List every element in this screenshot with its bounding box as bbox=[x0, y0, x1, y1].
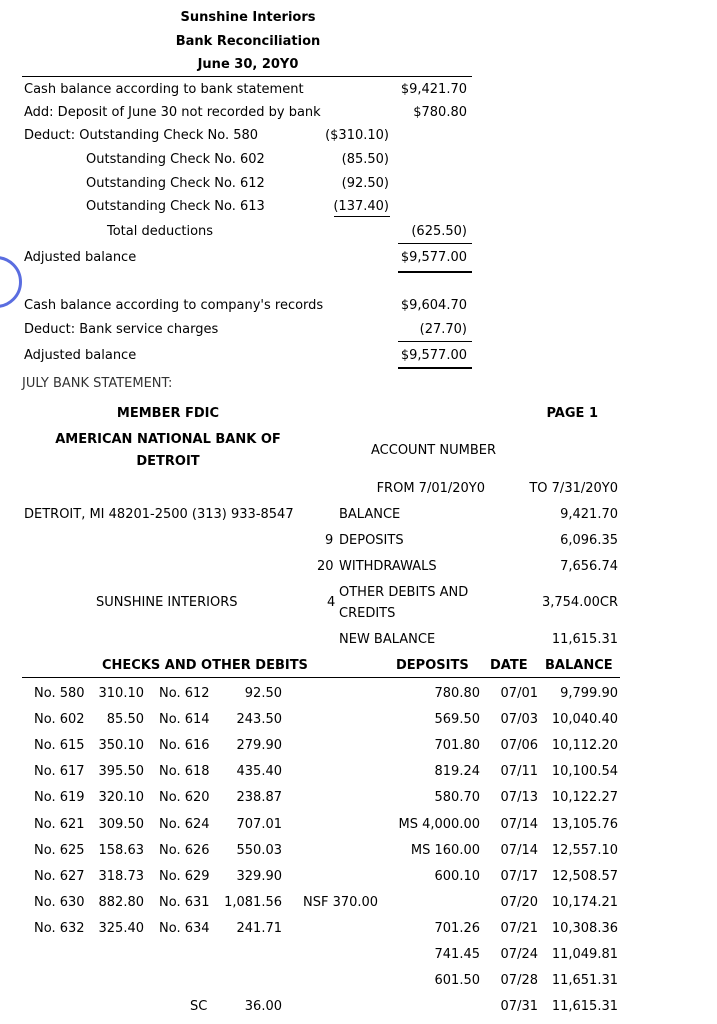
cell-bal: 13,105.76 bbox=[551, 816, 618, 832]
bank-name-line2: DETROIT bbox=[136, 454, 200, 469]
cell-a1: 158.63 bbox=[98, 842, 144, 858]
cell-n2: No. 634 bbox=[159, 920, 210, 936]
cell-n1: No. 580 bbox=[34, 686, 85, 701]
cell-n1: No. 602 bbox=[34, 712, 85, 728]
cell-a1: 320.10 bbox=[98, 790, 144, 806]
cell-bal: 11,651.31 bbox=[551, 973, 618, 989]
cursor-circle-icon bbox=[0, 256, 22, 308]
bank-name-line1: AMERICAN NATIONAL BANK OF bbox=[55, 432, 281, 447]
bank-adjusted-label: Adjusted balance bbox=[24, 250, 137, 265]
cell-n2: No. 624 bbox=[159, 816, 210, 832]
cell-n2: No. 620 bbox=[159, 790, 210, 806]
cell-dep: 819.24 bbox=[434, 764, 480, 780]
check-amount: ($310.10) bbox=[325, 128, 389, 143]
book-adjusted-value: $9,577.00 bbox=[400, 348, 467, 363]
cell-dep: MS 160.00 bbox=[410, 842, 480, 858]
cell-n2: No. 616 bbox=[159, 738, 210, 754]
deposits-label: DEPOSITS bbox=[339, 533, 404, 548]
cell-date: 07/20 bbox=[500, 894, 538, 910]
check-amount: (92.50) bbox=[341, 176, 389, 191]
cell-dep: 741.45 bbox=[434, 947, 480, 962]
customer-name: SUNSHINE INTERIORS bbox=[96, 595, 238, 610]
cell-n2: No. 631 bbox=[159, 894, 210, 910]
cell-bal: 12,508.57 bbox=[551, 868, 618, 884]
cell-bal: 10,174.21 bbox=[551, 894, 618, 910]
col-date-header: DATE bbox=[490, 658, 528, 673]
to-date: TO 7/31/20Y0 bbox=[529, 481, 618, 496]
cell-bal: 10,040.40 bbox=[551, 712, 618, 728]
cell-dep: 780.80 bbox=[434, 686, 480, 701]
account-number-label: ACCOUNT NUMBER bbox=[371, 443, 496, 458]
cell-bal: 11,049.81 bbox=[551, 947, 618, 962]
cell-n2: SC bbox=[190, 999, 208, 1015]
summary-balance-label: BALANCE bbox=[339, 507, 401, 522]
col-deposits-header: DEPOSITS bbox=[396, 658, 469, 673]
book-balance-label: Cash balance according to company's records bbox=[24, 298, 324, 313]
cell-n1: No. 627 bbox=[34, 868, 85, 884]
cell-a2: 92.50 bbox=[244, 686, 282, 701]
cell-date: 07/28 bbox=[500, 973, 538, 989]
cell-a1: 325.40 bbox=[98, 920, 144, 936]
check-label: Outstanding Check No. 612 bbox=[86, 176, 265, 191]
book-balance-value: $9,604.70 bbox=[400, 298, 467, 313]
bank-address: DETROIT, MI 48201-2500 (313) 933-8547 bbox=[24, 507, 294, 522]
other-label-line1: OTHER DEBITS AND bbox=[339, 585, 469, 600]
cell-a1: 395.50 bbox=[98, 764, 144, 780]
cell-a2: 707.01 bbox=[236, 816, 282, 832]
cell-date: 07/14 bbox=[500, 816, 538, 832]
cell-a1: 310.10 bbox=[98, 686, 144, 701]
other-label-line2: CREDITS bbox=[339, 606, 396, 621]
cell-date: 07/11 bbox=[500, 764, 538, 780]
cell-n2: No. 626 bbox=[159, 842, 210, 858]
deposits-total: 6,096.35 bbox=[560, 533, 618, 548]
cell-date: 07/03 bbox=[500, 712, 538, 728]
page-number: PAGE 1 bbox=[546, 406, 598, 421]
bank-balance-label: Cash balance according to bank statement bbox=[24, 82, 304, 97]
cell-date: 07/24 bbox=[500, 947, 538, 962]
cell-bal: 9,799.90 bbox=[560, 686, 618, 701]
check-label: Outstanding Check No. 613 bbox=[86, 199, 265, 214]
cell-dep: 701.80 bbox=[434, 738, 480, 754]
cell-bal: 10,122.27 bbox=[551, 790, 618, 806]
book-total-rule bbox=[398, 341, 472, 342]
header-rule bbox=[22, 76, 472, 77]
cell-n2: No. 612 bbox=[159, 686, 210, 701]
cell-a2: 36.00 bbox=[244, 999, 282, 1015]
columns-rule bbox=[22, 677, 620, 678]
service-charges-value: (27.70) bbox=[419, 322, 467, 337]
total-deductions-label: Total deductions bbox=[107, 224, 214, 239]
report-title: Bank Reconciliation bbox=[175, 34, 321, 49]
cell-a1: 350.10 bbox=[98, 738, 144, 754]
cell-dep: 601.50 bbox=[434, 973, 480, 989]
cell-dep: 600.10 bbox=[434, 868, 480, 884]
cell-dep: 569.50 bbox=[434, 712, 480, 728]
book-adjusted-label: Adjusted balance bbox=[24, 348, 137, 363]
cell-n1: No. 615 bbox=[34, 738, 85, 754]
cell-dep: 580.70 bbox=[434, 790, 480, 806]
total-deductions-value: (625.50) bbox=[411, 224, 467, 239]
total-rule bbox=[398, 243, 472, 244]
deposit-value: $780.80 bbox=[413, 105, 467, 120]
cell-a2: 241.71 bbox=[236, 920, 282, 936]
new-balance-value: 11,615.31 bbox=[551, 632, 618, 647]
cell-a1: 309.50 bbox=[98, 816, 144, 832]
deposit-label: Add: Deposit of June 30 not recorded by bank bbox=[24, 105, 321, 120]
bank-adjusted-value: $9,577.00 bbox=[400, 250, 467, 265]
withdrawals-label: WITHDRAWALS bbox=[339, 559, 437, 574]
cell-n1: No. 617 bbox=[34, 764, 85, 780]
withdrawals-total: 7,656.74 bbox=[560, 559, 618, 574]
check-label: Deduct: Outstanding Check No. 580 bbox=[24, 128, 259, 143]
cell-a2: 1,081.56 bbox=[224, 894, 282, 910]
col-checks-header: CHECKS AND OTHER DEBITS bbox=[102, 658, 308, 673]
cell-date: 07/13 bbox=[500, 790, 538, 806]
cell-dep: MS 4,000.00 bbox=[398, 816, 480, 832]
member-fdic: MEMBER FDIC bbox=[116, 406, 220, 421]
other-total: 3,754.00CR bbox=[541, 595, 618, 610]
summary-balance-value: 9,421.70 bbox=[560, 507, 618, 522]
subtotal-rule bbox=[334, 216, 390, 217]
cell-a1: 882.80 bbox=[98, 894, 144, 910]
cell-dep: 701.26 bbox=[434, 920, 480, 936]
cell-n2: No. 618 bbox=[159, 764, 210, 780]
cell-n1: No. 632 bbox=[34, 920, 85, 936]
col-balance-header: BALANCE bbox=[545, 658, 613, 673]
new-balance-label: NEW BALANCE bbox=[339, 632, 436, 647]
check-label: Outstanding Check No. 602 bbox=[86, 152, 265, 167]
cell-other: NSF 370.00 bbox=[303, 894, 379, 910]
deposits-count: 9 bbox=[325, 533, 334, 548]
book-double-rule bbox=[398, 367, 472, 369]
cell-date: 07/21 bbox=[500, 920, 538, 936]
cell-a2: 550.03 bbox=[236, 842, 282, 858]
cell-a1: 318.73 bbox=[98, 868, 144, 884]
cell-n2: No. 614 bbox=[159, 712, 210, 728]
check-amount: (137.40) bbox=[333, 199, 389, 214]
cell-n1: No. 625 bbox=[34, 842, 85, 858]
cell-n1: No. 621 bbox=[34, 816, 85, 832]
cell-date: 07/17 bbox=[500, 868, 538, 884]
cell-date: 07/01 bbox=[500, 686, 538, 701]
from-date: FROM 7/01/20Y0 bbox=[376, 481, 485, 496]
service-charges-label: Deduct: Bank service charges bbox=[24, 322, 219, 337]
cell-a2: 279.90 bbox=[236, 738, 282, 754]
cell-date: 07/06 bbox=[500, 738, 538, 754]
withdrawals-count: 20 bbox=[317, 559, 334, 574]
cell-a2: 435.40 bbox=[236, 764, 282, 780]
cell-bal: 11,615.31 bbox=[551, 999, 618, 1015]
cell-bal: 12,557.10 bbox=[551, 842, 618, 858]
other-count: 4 bbox=[327, 595, 336, 610]
cell-n1: No. 630 bbox=[34, 894, 85, 910]
double-rule bbox=[398, 271, 472, 273]
check-amount: (85.50) bbox=[341, 152, 389, 167]
statement-heading: JULY BANK STATEMENT: bbox=[22, 376, 173, 391]
cell-bal: 10,308.36 bbox=[551, 920, 618, 936]
cell-date: 07/31 bbox=[500, 999, 538, 1015]
cell-bal: 10,112.20 bbox=[551, 738, 618, 754]
bank-balance-value: $9,421.70 bbox=[400, 82, 467, 97]
cell-a2: 329.90 bbox=[236, 868, 282, 884]
cell-date: 07/14 bbox=[500, 842, 538, 858]
cell-n1: No. 619 bbox=[34, 790, 85, 806]
cell-a1: 85.50 bbox=[106, 712, 144, 728]
cell-n2: No. 629 bbox=[159, 868, 210, 884]
cell-a2: 238.87 bbox=[236, 790, 282, 806]
company-title: Sunshine Interiors bbox=[180, 10, 316, 25]
report-date: June 30, 20Y0 bbox=[197, 57, 299, 72]
cell-bal: 10,100.54 bbox=[551, 764, 618, 780]
cell-a2: 243.50 bbox=[236, 712, 282, 728]
